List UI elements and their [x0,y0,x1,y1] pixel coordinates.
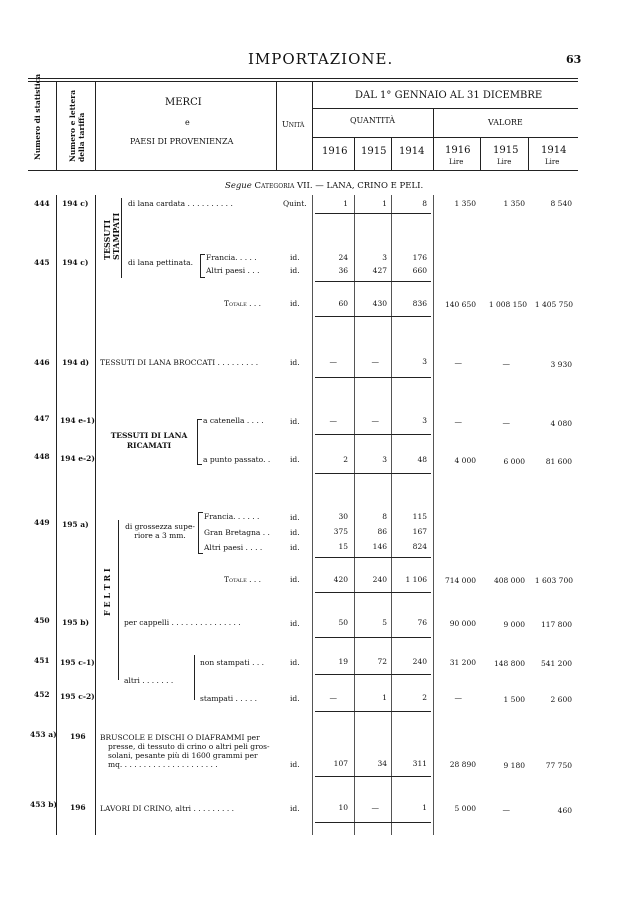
body-vline-tariff [95,195,96,835]
row-453b-stat: 453 b) [30,800,58,809]
header-e: e [185,118,190,127]
row-447-stat: 447 [34,414,50,423]
row-453b-q15: — [371,803,379,812]
row-totale1-q14: 836 [412,299,427,308]
row-451-stat: 451 [34,656,50,665]
row-totale2-q15: 240 [372,575,387,584]
body-vline-qty-left [312,195,313,835]
row-453a-tariff: 196 [70,732,86,741]
feltri-brace [198,512,203,554]
row-totale2-v16: 714 000 [444,576,476,585]
row-445-q16a: 24 [338,253,348,262]
row-450-q15: 5 [382,618,387,627]
row-453b-q16: 10 [338,803,348,812]
row-453b-v14: 460 [557,806,572,815]
feltri-grossezza: di grossezza supe- riore a 3 mm. [125,522,195,540]
hdr-vline-3 [276,81,277,170]
row-446-q16: — [329,357,337,366]
row-444-v14: 8 540 [550,199,572,208]
row-449-tariff: 195 a) [62,520,89,529]
row-451-v16: 31 200 [449,658,476,667]
row-445-desc: di lana pettinata. [128,258,193,267]
row-453b-v16: 5 000 [454,804,476,813]
body-vline-qty-mid2 [391,195,392,835]
row-452-unit: id. [290,694,300,703]
row-444-unit: Quint. [283,199,307,208]
row-450-v16: 90 000 [449,619,476,628]
row-452-desc: stampati . . . . . [200,694,257,703]
lire-1914: Lire [545,158,560,166]
header-bottom-rule [28,170,578,171]
feltri-altri: altri . . . . . . . [124,676,174,685]
row-452-q14: 2 [422,693,427,702]
row-453b-tariff: 196 [70,803,86,812]
group-tessuti-stampati: TESSUTI STAMPATI [102,212,121,260]
row-totale2-q16: 420 [333,575,348,584]
hdr-vline-2 [95,81,96,170]
row-451-desc: non stampati . . . [200,658,264,667]
hdr-vline-5 [354,137,355,170]
header-quantita: QUANTITÀ [350,116,396,125]
row-453b-unit: id. [290,804,300,813]
row-450-unit: id. [290,619,300,628]
row-448-v15: 6 000 [503,457,525,466]
row-451-v15: 148 800 [493,659,525,668]
row-444-q16: 1 [343,199,348,208]
row-444-q15: 1 [382,199,387,208]
ricamati-brace [197,419,202,465]
row-451-unit: id. [290,658,300,667]
row-448-stat: 448 [34,452,50,461]
year-q1915: 1915 [361,146,387,157]
row-449-stat: 449 [34,518,50,527]
body-vline-qty-mid1 [354,195,355,835]
row-452-stat: 452 [34,690,50,699]
row-453a-v15: 9 180 [503,761,525,770]
row-totale1-q16: 60 [338,299,348,308]
row-448-unit: id. [290,455,300,464]
row-445-rule [315,281,431,282]
row-448-rule [315,473,431,474]
row-444-v16: 1 350 [454,199,476,208]
year-v1914: 1914 [541,145,567,156]
group-stampati-brace [121,198,122,278]
row-446-rule [315,377,431,378]
hdr-vline-7 [433,108,434,170]
header-merci: MERCI [165,97,202,108]
row-449-q16a: 30 [338,512,348,521]
row-449-q16c: 15 [338,542,348,551]
row-totale1-label: Totale . . . [224,299,262,308]
row-totale1-unit: id. [290,299,300,308]
group-feltri: F E L T R I [102,568,112,616]
row-totale2-q14: 1 106 [405,575,427,584]
row-447-q15: — [371,416,379,425]
row-450-stat: 450 [34,616,50,625]
row-totale2-label: Totale . . . [224,575,262,584]
row-444-tariff: 194 c) [62,199,89,208]
hdr-vline-4 [312,81,313,170]
row-445-tariff: 194 c) [62,258,89,267]
row-449-q15a: 8 [382,512,387,521]
row-449-sub-altri: Altri paesi . . . . [204,543,263,552]
row-453b-desc: LAVORI DI CRINO, altri . . . . . . . . . [100,804,234,813]
header-top-rule [28,78,578,79]
row-450-v15: 9 000 [503,620,525,629]
body-vline-stat [56,195,57,835]
row-446-tariff: 194 d) [62,358,90,367]
lire-1915: Lire [497,158,512,166]
row-451-q14: 240 [412,657,427,666]
row-449-unit-c: id. [290,543,300,552]
row-447-v16: — [454,417,462,426]
section-title [225,181,423,191]
section-category: Categoria VII. — LANA, CRINO E PELI. [254,181,424,191]
row-452-q16: — [329,693,337,702]
row-446-q15: — [371,357,379,366]
hdr-vline-6 [391,137,392,170]
row-449-q16b: 375 [333,527,348,536]
row-449-q15c: 146 [372,542,387,551]
row-447-unit: id. [290,417,300,426]
row-450-tariff: 195 b) [62,618,90,627]
row-444-desc: di lana cardata . . . . . . . . . . [128,199,233,208]
row-448-desc: a punto passato. . [203,455,271,464]
row-447-desc: a catenella . . . . [203,416,264,425]
row-451-q15: 72 [377,657,387,666]
row-450-rule [315,637,431,638]
row-449-unit-a: id. [290,513,300,522]
row-453a-stat: 453 a) [30,730,57,739]
feltri-vrule [118,520,119,680]
row-448-q16: 2 [343,455,348,464]
row-totale2-v14: 1 603 700 [534,576,573,585]
year-v1915: 1915 [493,145,519,156]
row-totale1-v16: 140 650 [444,300,476,309]
row-444-v15: 1 350 [503,199,525,208]
row-444-q14: 8 [422,199,427,208]
lire-1916: Lire [449,158,464,166]
row-445-unit-a: id. [290,253,300,262]
row-447-q16: — [329,416,337,425]
row-445-stat: 445 [34,258,50,267]
row-451-q16: 19 [338,657,348,666]
row-444-stat: 444 [34,199,50,208]
header-valore: VALORE [488,118,523,127]
row-446-v14: 3 930 [550,360,572,369]
row-453b-rule [315,822,431,823]
row-445-q14b: 660 [412,266,427,275]
row-448-tariff: 194 e-2) [60,454,95,463]
row-451-tariff: 195 c-1) [60,658,95,667]
row-445-sub-francia: Francia. . . . . [206,253,257,262]
row-453a-rule [315,776,431,777]
row-452-v14: 2 600 [550,695,572,704]
row-453a-desc-1: BRUSCOLE E DISCHI O DIAFRAMMI per [100,733,260,742]
row-445-q15b: 427 [372,266,387,275]
row-450-q16: 50 [338,618,348,627]
row-448-v14: 81 600 [545,457,572,466]
row-447-v15: — [502,418,510,427]
row-446-stat: 446 [34,358,50,367]
row-446-v16: — [454,358,462,367]
row-448-q14: 48 [417,455,427,464]
row-450-q14: 76 [417,618,427,627]
row-452-q15: 1 [382,693,387,702]
row-451-rule [315,674,431,675]
row-447-tariff: 194 e-1) [60,416,95,425]
group-tessuti-ricamati: TESSUTI DI LANA RICAMATI [110,431,188,450]
row-452-tariff: 195 c-2) [60,692,95,701]
row-totale1-q15: 430 [372,299,387,308]
row-453a-desc-4: mq. . . . . . . . . . . . . . . . . . . . . [108,760,218,769]
year-q1914: 1914 [399,146,425,157]
row-445-sub-altri: Altri paesi . . . [206,266,260,275]
row-totale1-v14: 1 405 750 [534,300,573,309]
header-period: DAL 1° GENNAIO AL 31 DICEMBRE [355,90,543,101]
header-unita: Unità [282,120,305,129]
row-453a-q15: 34 [377,759,387,768]
row-446-desc: TESSUTI DI LANA BROCCATI . . . . . . . . . [100,358,259,367]
quantita-rule [312,137,578,138]
page-number: 63 [566,53,582,66]
row-449-sub-gb: Gran Bretagna . . [204,528,270,537]
row-452-v16: — [454,693,462,702]
page-title: IMPORTAZIONE. [248,50,394,68]
header-paesi: PAESI DI PROVENIENZA [130,137,234,146]
row-448-q15: 3 [382,455,387,464]
row-451-v14: 541 200 [540,659,572,668]
row-totale1-rule [315,316,431,317]
row-445-unit-b: id. [290,266,300,275]
hdr-vline-1 [56,81,57,170]
row-449-q15b: 86 [377,527,387,536]
row-453a-v16: 28 890 [449,760,476,769]
row-453a-unit: id. [290,760,300,769]
row-449-sub-francia: Francia. . . . . . [204,512,260,521]
row-totale2-v15: 408 000 [493,576,525,585]
row-453a-desc-2: presse, di tessuto di crino o altri peli gros- [108,742,270,751]
altri-vrule [194,655,195,700]
year-v1916: 1916 [445,145,471,156]
row-446-q14: 3 [422,357,427,366]
row-449-q14b: 167 [412,527,427,536]
row-450-desc: per cappelli . . . . . . . . . . . . . . . [124,618,241,627]
header-top-rule-2 [28,81,578,82]
header-col-tariff: Numero e lettera della tariffa [68,89,86,162]
row-449-q14c: 824 [412,542,427,551]
row-449-unit-b: id. [290,528,300,537]
row-453a-v14: 77 750 [545,761,572,770]
row-450-v14: 117 800 [540,620,572,629]
period-rule [312,108,578,109]
row-453b-v15: — [502,805,510,814]
row-448-v16: 4 000 [454,456,476,465]
row-447-rule [315,434,431,435]
body-vline-val [433,195,434,835]
row-447-v14: 4 080 [550,419,572,428]
row-449-rule [315,557,431,558]
row-445-q14a: 176 [412,253,427,262]
section-segue: Segue [225,181,252,191]
row-453a-desc-3: solani, pesante più di 1600 grammi per [108,751,258,760]
row-446-unit: id. [290,358,300,367]
row-452-rule [315,711,431,712]
year-q1916: 1916 [322,146,348,157]
row-447-q14: 3 [422,416,427,425]
row-453a-q14: 311 [412,759,427,768]
header-col-stat: Numero di statistica [33,73,42,160]
row-453b-q14: 1 [422,803,427,812]
row-445-q16b: 36 [338,266,348,275]
hdr-vline-9 [528,137,529,170]
row-452-v15: 1 500 [503,695,525,704]
row-446-v15: — [502,359,510,368]
row-453a-q16: 107 [333,759,348,768]
row-444-rule [315,213,431,214]
row-totale1-v15: 1 008 150 [488,300,527,309]
row-totale2-unit: id. [290,575,300,584]
row-totale2-rule [315,592,431,593]
row-445-brace [200,254,205,278]
row-449-q14a: 115 [412,512,427,521]
row-445-q15a: 3 [382,253,387,262]
hdr-vline-8 [480,137,481,170]
